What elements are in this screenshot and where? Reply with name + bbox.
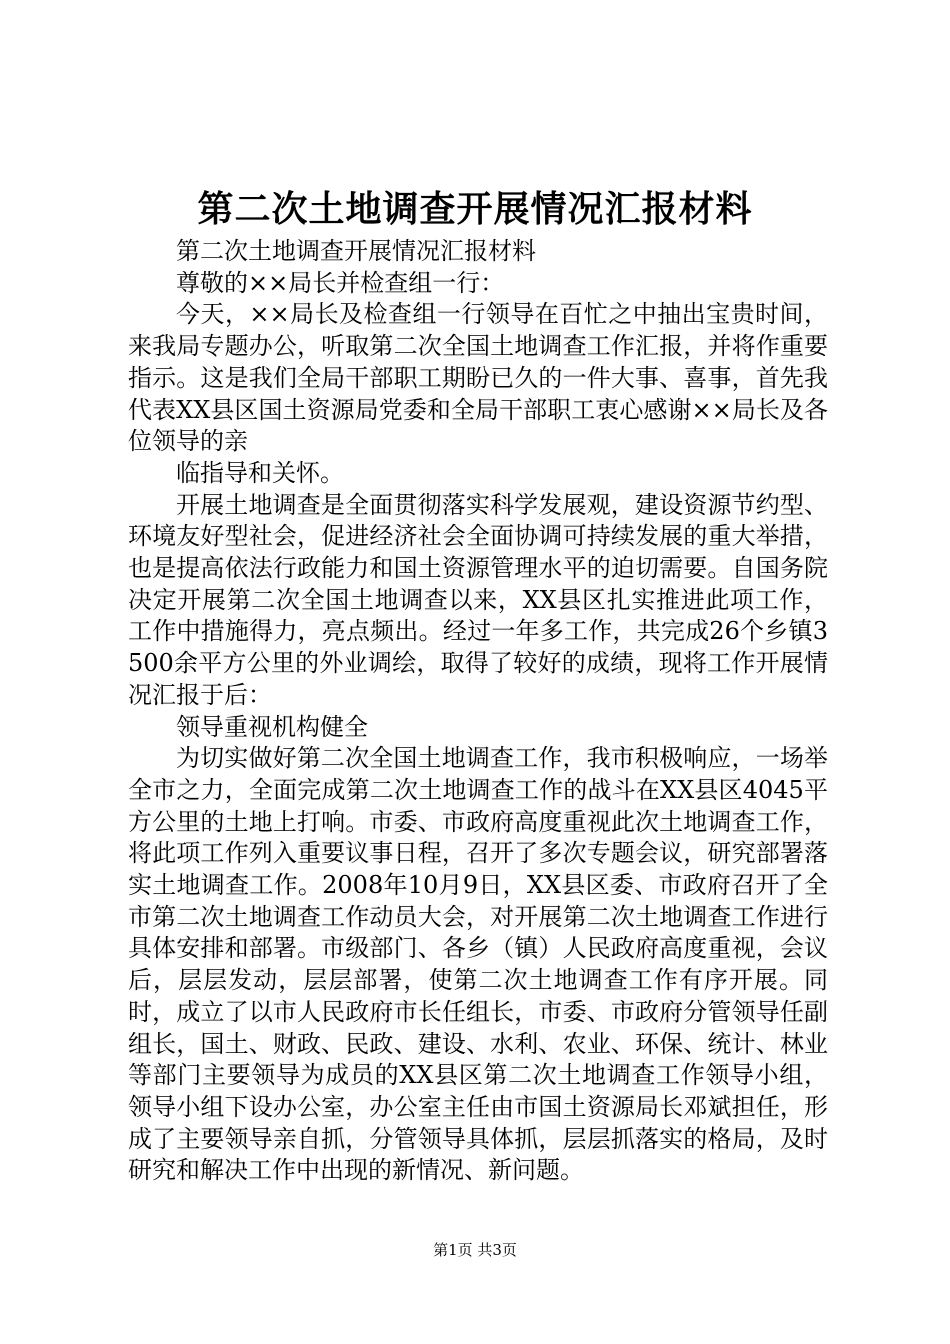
document-title: 第二次土地调查开展情况汇报材料: [197, 188, 753, 230]
paragraph-leadership: 为切实做好第二次全国土地调查工作，我市积极响应，一场举全市之力，全面完成第二次土地调查工作的战斗在XX县区4045平方公里的土地上打响。市委、市政府高度重视此次土地调查工作，将此项工作列入重要议事日程，召开了多次专题会议，研究部署落实土地调查工作。2008年10月9日，XX县区委、市政府召开了全市第二次土地调查工作动员大会，对开展第二次土地调查工作进行具体安排和部署。市级部门、各乡（镇）人民政府高度重视，会议后，层层发动，层层部署，使第二次土地调查工作有序开展。同时，成立了以市人民政府市长任组长，市委、市政府分管领导任副组长，国土、财政、民政、建设、水利、农业、环保、统计、林业等部门主要领导为成员的XX县区第二次土地调查工作领导小组，领导小组下设办公室，办公室主任由市国土资源局长邓斌担任，形成了主要领导亲自抓，分管领导具体抓，层层抓落实的格局，及时研究和解决工作中出现的新情况、新问题。: [128, 744, 828, 1185]
paragraph-significance: 开展土地调查是全面贯彻落实科学发展观，建设资源节约型、环境友好型社会，促进经济社会全面协调可持续发展的重大举措，也是提高依法行政能力和国土资源管理水平的迫切需要。自国务院决定开展第二次全国土地调查以来，XX县区扎实推进此项工作，工作中措施得力，亮点频出。经过一年多工作，共完成26个乡镇3500余平方公里的外业调绘，取得了较好的成绩，现将工作开展情况汇报于后：: [128, 490, 828, 709]
paragraph-opening: 今天，××局长及检查组一行领导在百忙之中抽出宝贵时间，来我局专题办公，听取第二次全国土地调查工作汇报，并将作重要指示。这是我们全局干部职工期盼已久的一件大事、喜事，首先我代表XX县区国土资源局党委和全局干部职工衷心感谢××局长及各位领导的亲: [128, 300, 828, 456]
section-heading-leadership: 领导重视机构健全: [176, 712, 368, 741]
document-body: [128, 236, 828, 1187]
page-footer: 第1页 共3页: [433, 1241, 517, 1259]
paragraph-heading-repeat: 第二次土地调查开展情况汇报材料: [176, 237, 536, 265]
paragraph-opening-continued: 临指导和关怀。: [176, 458, 344, 487]
paragraph-salutation: 尊敬的××局长并检查组一行：: [176, 268, 505, 297]
